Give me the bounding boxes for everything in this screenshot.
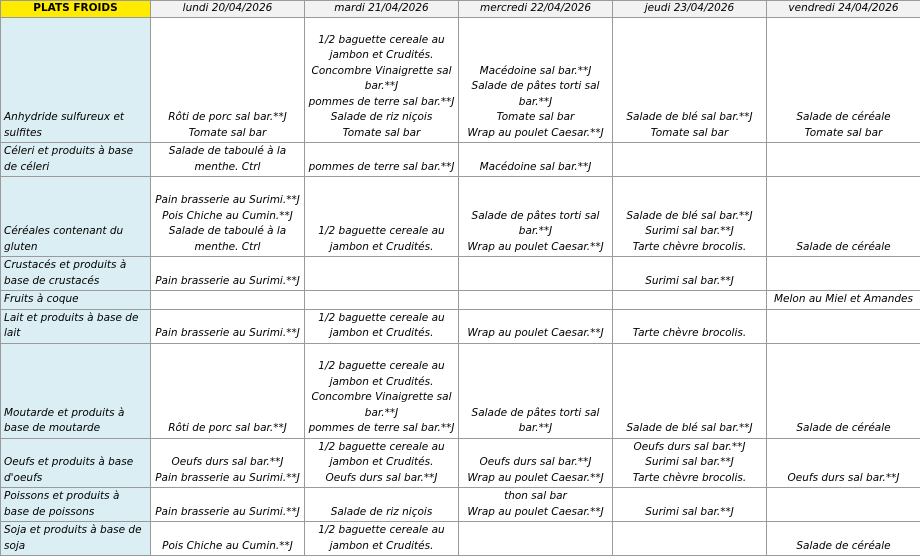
allergen-row (1, 18, 920, 143)
meal-cell-monday (151, 309, 305, 343)
meal-cell-monday (151, 257, 305, 291)
dish-item: Concombre Vinaigrette sal bar.**J (308, 390, 455, 421)
allergen-label: Soja et produits à base de soja (1, 522, 151, 556)
allergen-label: Céréales contenant du gluten (1, 177, 151, 257)
meal-cell-monday (151, 488, 305, 522)
dish-item: Salade de céréale (770, 539, 917, 555)
allergen-row (1, 177, 920, 257)
dish-item: Rôti de porc sal bar.**J (154, 421, 301, 437)
meal-cell-monday (151, 143, 305, 177)
meal-cell-friday (767, 343, 920, 438)
meal-cell-wednesday (459, 177, 613, 257)
header-row (1, 1, 920, 18)
meal-cell-tuesday (305, 291, 459, 310)
meal-cell-friday (767, 177, 920, 257)
meal-cell-tuesday (305, 438, 459, 488)
dish-item: Tomate sal bar (308, 126, 455, 142)
dish-item: pommes de terre sal bar.**J (308, 421, 455, 437)
allergen-row (1, 343, 920, 438)
dish-item: Wrap au poulet Caesar.**J (462, 505, 609, 521)
dish-item: Salade de pâtes torti sal bar.**J (462, 79, 609, 110)
dish-item: Wrap au poulet Caesar.**J (462, 471, 609, 487)
meal-cell-friday (767, 522, 920, 556)
dish-item: Concombre Vinaigrette sal bar.**J (308, 64, 455, 95)
meal-cell-wednesday (459, 488, 613, 522)
dish-item: Salade de blé sal bar.**J (616, 421, 763, 437)
allergen-row (1, 438, 920, 488)
dish-item: Wrap au poulet Caesar.**J (462, 326, 609, 342)
dish-item: Tomate sal bar (616, 126, 763, 142)
dish-item: Tarte chèvre brocolis. (616, 326, 763, 342)
dish-item: Salade de céréale (770, 240, 917, 256)
allergen-label: Moutarde et produits à base de moutarde (1, 343, 151, 438)
allergen-row (1, 143, 920, 177)
meal-cell-tuesday (305, 522, 459, 556)
dish-item: Oeufs durs sal bar.**J (154, 455, 301, 471)
meal-cell-wednesday (459, 309, 613, 343)
meal-cell-wednesday (459, 143, 613, 177)
dish-item: Salade de riz niçois (308, 505, 455, 521)
dish-item: Macédoine sal bar.**J (462, 160, 609, 176)
allergen-label: Lait et produits à base de lait (1, 309, 151, 343)
dish-item: Salade de taboulé à la menthe. Ctrl (154, 224, 301, 255)
meal-cell-monday (151, 438, 305, 488)
dish-item: Oeufs durs sal bar.**J (462, 455, 609, 471)
dish-item: pommes de terre sal bar.**J (308, 95, 455, 111)
meal-cell-tuesday (305, 343, 459, 438)
day-header-thursday: jeudi 23/04/2026 (613, 1, 767, 18)
meal-cell-thursday (613, 488, 767, 522)
dish-item: Surimi sal bar.**J (616, 505, 763, 521)
allergen-label: Poissons et produits à base de poissons (1, 488, 151, 522)
dish-item: Salade de riz niçois (308, 110, 455, 126)
dish-item: Salade de pâtes torti sal bar.**J (462, 209, 609, 240)
dish-item: Pois Chiche au Cumin.**J (154, 539, 301, 555)
dish-item: Pois Chiche au Cumin.**J (154, 209, 301, 225)
allergen-label: Céleri et produits à base de céleri (1, 143, 151, 177)
dish-item: Salade de taboulé à la menthe. Ctrl (154, 144, 301, 175)
meal-cell-tuesday (305, 257, 459, 291)
meal-cell-thursday (613, 343, 767, 438)
plats-froids-header: PLATS FROIDS (1, 1, 151, 18)
meal-cell-monday (151, 18, 305, 143)
dish-item: thon sal bar (462, 489, 609, 505)
dish-item: Melon au Miel et Amandes (770, 292, 917, 308)
meal-cell-thursday (613, 309, 767, 343)
meal-cell-friday (767, 143, 920, 177)
meal-cell-thursday (613, 177, 767, 257)
meal-cell-thursday (613, 438, 767, 488)
meal-cell-thursday (613, 291, 767, 310)
dish-item: Pain brasserie au Surimi.**J (154, 193, 301, 209)
dish-item: Tarte chèvre brocolis. (616, 240, 763, 256)
dish-item: Pain brasserie au Surimi.**J (154, 471, 301, 487)
meal-cell-monday (151, 177, 305, 257)
meal-cell-tuesday (305, 18, 459, 143)
allergen-label: Anhydride sulfureux et sulfites (1, 18, 151, 143)
dish-item: pommes de terre sal bar.**J (308, 160, 455, 176)
day-header-friday: vendredi 24/04/2026 (767, 1, 920, 18)
dish-item: Oeufs durs sal bar.**J (308, 471, 455, 487)
meal-cell-thursday (613, 18, 767, 143)
dish-item: Oeufs durs sal bar.**J (770, 471, 917, 487)
allergen-label: Fruits à coque (1, 291, 151, 310)
meal-cell-wednesday (459, 343, 613, 438)
meal-cell-tuesday (305, 309, 459, 343)
dish-item: Wrap au poulet Caesar.**J (462, 126, 609, 142)
dish-item: Salade de céréale (770, 110, 917, 126)
dish-item: Salade de pâtes torti sal bar.**J (462, 406, 609, 437)
allergen-label: Crustacés et produits à base de crustacés (1, 257, 151, 291)
meal-cell-friday (767, 18, 920, 143)
meal-cell-friday (767, 257, 920, 291)
day-header-tuesday: mardi 21/04/2026 (305, 1, 459, 18)
dish-item: Wrap au poulet Caesar.**J (462, 240, 609, 256)
meal-cell-friday (767, 438, 920, 488)
meal-cell-friday (767, 488, 920, 522)
dish-item: Rôti de porc sal bar.**J (154, 110, 301, 126)
meal-cell-wednesday (459, 522, 613, 556)
dish-item: 1/2 baguette cereale au jambon et Crudités. (308, 523, 455, 554)
meal-cell-tuesday (305, 488, 459, 522)
meal-cell-wednesday (459, 257, 613, 291)
meal-cell-friday (767, 309, 920, 343)
meal-cell-monday (151, 291, 305, 310)
dish-item: Salade de blé sal bar.**J (616, 209, 763, 225)
allergen-row (1, 488, 920, 522)
meal-cell-tuesday (305, 143, 459, 177)
dish-item: Surimi sal bar.**J (616, 274, 763, 290)
dish-item: Macédoine sal bar.**J (462, 64, 609, 80)
dish-item: Surimi sal bar.**J (616, 455, 763, 471)
dish-item: Oeufs durs sal bar.**J (616, 440, 763, 456)
meal-cell-wednesday (459, 291, 613, 310)
dish-item: Salade de blé sal bar.**J (616, 110, 763, 126)
meal-cell-thursday (613, 143, 767, 177)
allergen-row (1, 522, 920, 556)
meal-cell-wednesday (459, 438, 613, 488)
dish-item: Tomate sal bar (462, 110, 609, 126)
dish-item: Tomate sal bar (154, 126, 301, 142)
allergen-row (1, 291, 920, 310)
dish-item: 1/2 baguette cereale au jambon et Crudités. (308, 224, 455, 255)
meal-cell-thursday (613, 522, 767, 556)
meal-cell-wednesday (459, 18, 613, 143)
dish-item: Surimi sal bar.**J (616, 224, 763, 240)
dish-item: Tomate sal bar (770, 126, 917, 142)
meal-cell-monday (151, 343, 305, 438)
allergen-row (1, 257, 920, 291)
day-header-monday: lundi 20/04/2026 (151, 1, 305, 18)
dish-item: Pain brasserie au Surimi.**J (154, 326, 301, 342)
dish-item: Pain brasserie au Surimi.**J (154, 274, 301, 290)
meal-cell-monday (151, 522, 305, 556)
meal-cell-friday (767, 291, 920, 310)
allergen-row (1, 309, 920, 343)
meal-cell-thursday (613, 257, 767, 291)
dish-item: Pain brasserie au Surimi.**J (154, 505, 301, 521)
dish-item: 1/2 baguette cereale au jambon et Crudités. (308, 311, 455, 342)
dish-item: 1/2 baguette cereale au jambon et Crudités. (308, 440, 455, 471)
day-header-wednesday: mercredi 22/04/2026 (459, 1, 613, 18)
allergen-label: Oeufs et produits à base d'oeufs (1, 438, 151, 488)
dish-item: Salade de céréale (770, 421, 917, 437)
dish-item: Tarte chèvre brocolis. (616, 471, 763, 487)
meal-cell-tuesday (305, 177, 459, 257)
dish-item: 1/2 baguette cereale au jambon et Crudités. (308, 359, 455, 390)
dish-item: 1/2 baguette cereale au jambon et Crudités. (308, 33, 455, 64)
